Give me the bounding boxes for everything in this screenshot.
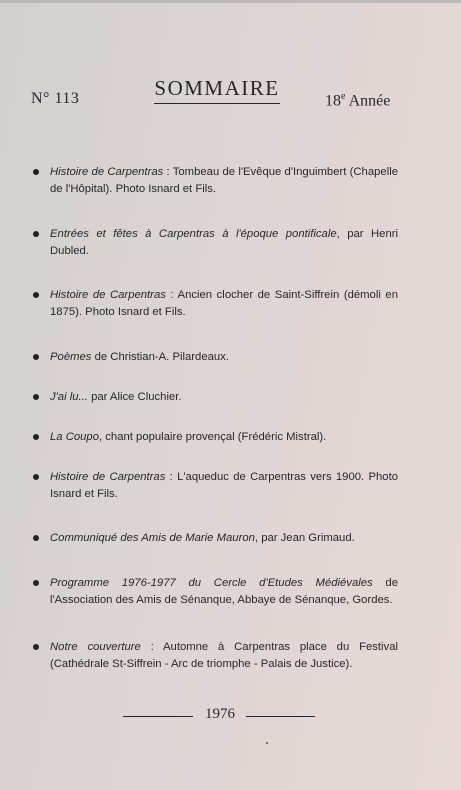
page-header	[0, 70, 461, 120]
page-top-edge	[0, 0, 461, 3]
entry-title: Notre couverture	[50, 641, 141, 653]
entry-separator: :	[165, 289, 178, 301]
table-of-contents	[33, 164, 398, 673]
entry-title: Poèmes	[50, 351, 92, 363]
contents-entry	[33, 469, 398, 503]
footer-rule-right	[246, 716, 315, 717]
entry-description: de l'Association des Amis de Sénanque, Abbaye de Sénanque, Gordes.	[50, 577, 398, 606]
entry-description: par Jean Grimaud.	[261, 532, 355, 544]
entry-title: Programme 1976-1977 du Cercle d'Etudes Médiévales	[50, 577, 373, 589]
entry-separator: :	[140, 641, 163, 653]
volume-year-word: Année	[345, 92, 391, 110]
entry-description: L'aqueduc de Carpentras vers 1900. Photo Isnard et Fils.	[50, 471, 398, 500]
contents-entry	[33, 530, 398, 547]
footer-year: 1976	[205, 706, 235, 722]
entry-description: de Christian-A. Pilardeaux.	[94, 351, 229, 363]
entry-description: Tombeau de l'Evêque d'Inguimbert (Chapelle de l'Hôpital). Photo Isnard et Fils.	[50, 166, 398, 195]
bullet-icon	[33, 394, 39, 400]
issue-number: N° 113	[31, 90, 80, 107]
entry-separator: :	[163, 166, 173, 178]
entry-title: Communiqué des Amis de Marie Mauron	[50, 532, 255, 544]
bullet-icon	[33, 231, 39, 237]
bullet-icon	[33, 474, 39, 480]
bullet-icon	[33, 434, 39, 440]
page-footer	[0, 705, 461, 729]
volume-year-suffix: e	[341, 91, 346, 102]
volume-year-number: 18	[325, 92, 341, 110]
entry-separator: :	[165, 471, 178, 483]
paper-speck	[266, 742, 268, 744]
bullet-icon	[33, 169, 39, 175]
entry-title: J'ai lu...	[50, 391, 88, 403]
bullet-icon	[33, 354, 39, 360]
contents-entry	[33, 287, 398, 321]
bullet-icon	[33, 580, 39, 586]
entry-separator: ,	[99, 431, 106, 443]
volume-year-label	[325, 91, 390, 110]
entry-separator: ,	[254, 532, 262, 544]
entry-separator: ,	[336, 228, 348, 240]
entry-description: Automne à Carpentras place du Festival (Cathédrale St-Siffrein - Arc de triomphe - Palais de Justice).	[50, 641, 398, 670]
bullet-icon	[33, 644, 39, 650]
title-wrapper	[148, 76, 286, 104]
contents-entry	[33, 226, 398, 260]
entry-title: Histoire de Carpentras	[50, 471, 166, 483]
page-title: SOMMAIRE	[154, 76, 279, 104]
entry-separator	[373, 577, 386, 589]
contents-entry	[33, 639, 398, 673]
entry-title: Histoire de Carpentras	[50, 166, 164, 178]
entry-title: Histoire de Carpentras	[50, 289, 166, 301]
contents-entry	[33, 575, 398, 609]
contents-entry	[33, 389, 398, 406]
footer-rule-left	[123, 716, 193, 717]
contents-entry	[33, 164, 398, 198]
entry-description: Ancien clocher de Saint-Siffrein (démoli en 1875). Photo Isnard et Fils.	[50, 289, 398, 318]
bullet-icon	[33, 292, 39, 298]
contents-entry	[33, 349, 398, 366]
entry-description: par Alice Cluchier.	[91, 391, 182, 403]
entry-description: chant populaire provençal (Frédéric Mistral).	[105, 431, 327, 443]
contents-entry	[33, 429, 398, 446]
entry-title: La Coupo	[50, 431, 99, 443]
entry-title: Entrées et fêtes à Carpentras à l'époque pontificale	[50, 228, 337, 240]
bullet-icon	[33, 535, 39, 541]
entry-description: par Henri Dubled.	[50, 228, 399, 257]
